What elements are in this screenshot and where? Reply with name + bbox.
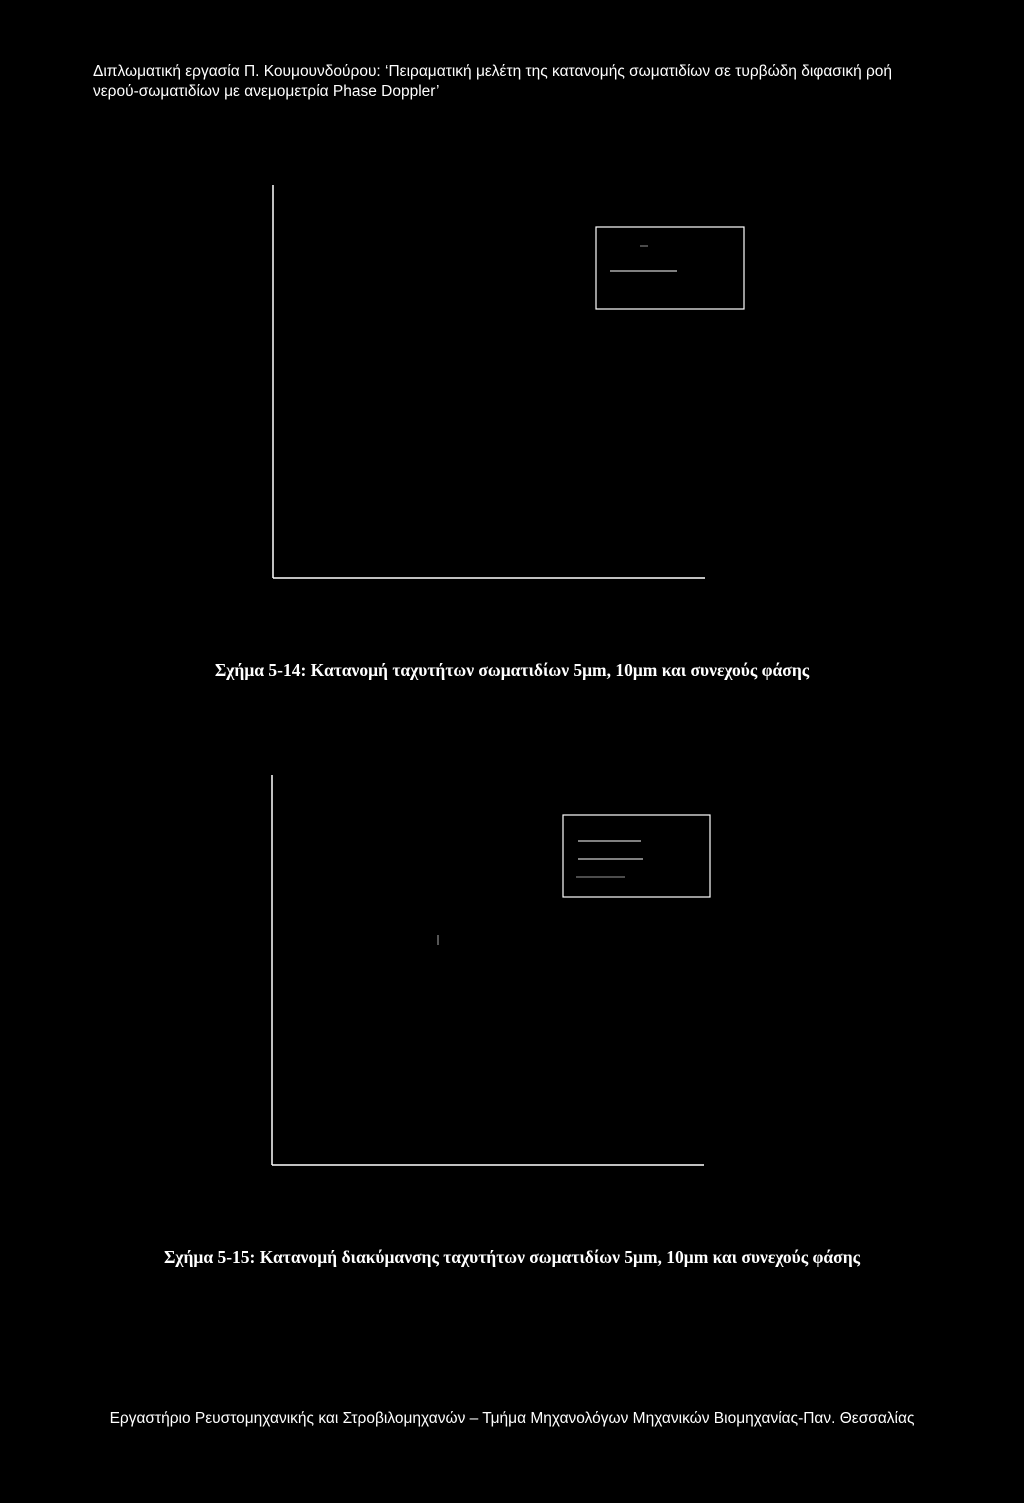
running-footer: Εργαστήριο Ρευστομηχανικής και Στροβιλομηχανών – Τμήμα Μηχανολόγων Μηχανικών Βιομηχανίας-Παν. Θεσσαλίας [109, 1410, 915, 1427]
figure-5-15-caption: Σχήμα 5-15: Κατανομή διακύμανσης ταχυτήτων σωματιδίων 5μm, 10μm και συνεχούς φάσης [163, 1247, 861, 1267]
legend-box [563, 815, 710, 897]
figure-5-14-caption: Σχήμα 5-14: Κατανομή ταχυτήτων σωματιδίων 5μm, 10μm και συνεχούς φάσης [214, 660, 810, 680]
legend-frame [563, 815, 710, 897]
figure-5-15-chart [0, 770, 1024, 1170]
header-line-1: Διπλωματική εργασία Π. Κουμουνδούρου: ‘Πειραματική μελέτη της κατανομής σωματιδίων σε τυρβώδη διφασική ροή [93, 63, 893, 80]
legend-frame [596, 227, 744, 309]
figure-5-14-chart [0, 180, 1024, 590]
legend-box [596, 227, 744, 309]
header-line-2: νερού-σωματιδίων με ανεμομετρία Phase Doppler’ [93, 83, 440, 100]
running-header [93, 62, 973, 102]
